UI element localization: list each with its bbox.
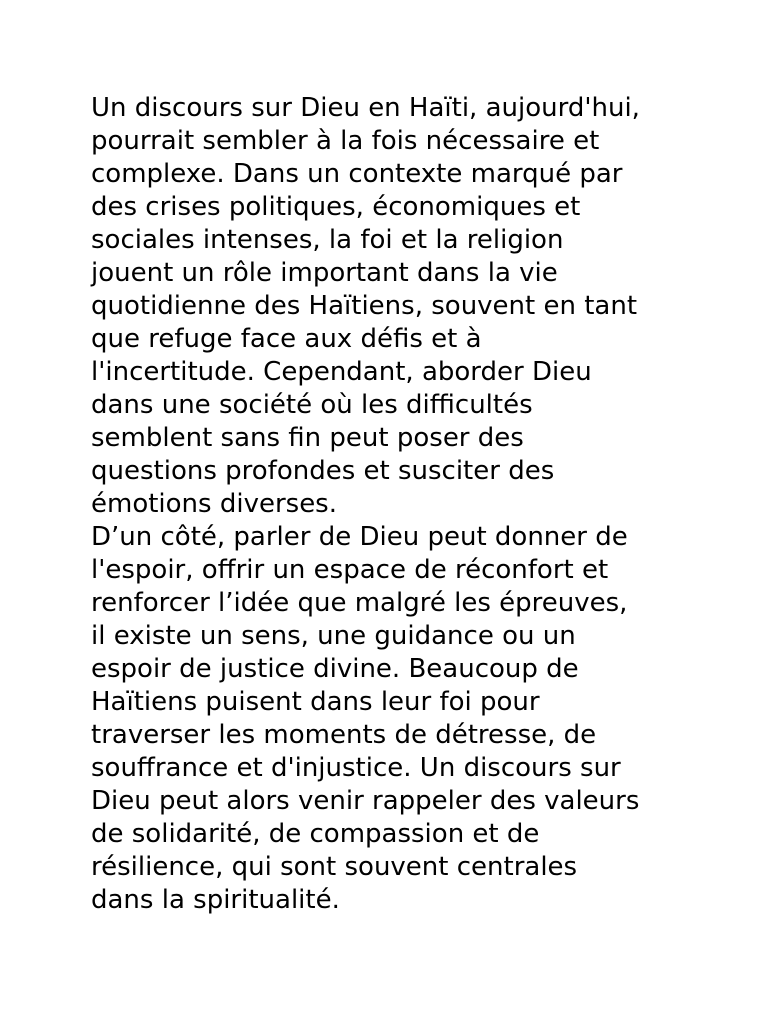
text-line: D’un côté, parler de Dieu peut donner de [91,522,628,552]
text-line: des crises politiques, économiques et [91,192,581,222]
text-line: de solidarité, de compassion et de [91,819,540,849]
document-body [91,92,691,917]
text-line: dans la spiritualité. [91,885,340,915]
text-line: questions profondes et susciter des [91,456,555,486]
text-line: pourrait sembler à la fois nécessaire et [91,126,600,156]
text-line: émotions diverses. [91,489,337,519]
text-line: renforcer l’idée que malgré les épreuves, [91,588,628,618]
text-line: résilience, qui sont souvent centrales [91,852,578,882]
text-line: que refuge face aux défis et à [91,324,482,354]
text-line: sociales intenses, la foi et la religion [91,225,564,255]
text-line: complexe. Dans un contexte marqué par [91,159,623,189]
text-line: Dieu peut alors venir rappeler des valeurs [91,786,640,816]
text-line: espoir de justice divine. Beaucoup de [91,654,579,684]
paragraph-1 [91,92,691,521]
text-line: dans une société où les difficultés [91,390,533,420]
text-line: l'espoir, offrir un espace de réconfort et [91,555,609,585]
text-line: Un discours sur Dieu en Haïti, aujourd'hui, [91,93,640,123]
text-line: semblent sans fin peut poser des [91,423,524,453]
text-line: jouent un rôle important dans la vie [91,258,558,288]
paragraph-2 [91,521,691,917]
text-line: l'incertitude. Cependant, aborder Dieu [91,357,592,387]
text-line: traverser les moments de détresse, de [91,720,597,750]
text-line: quotidienne des Haïtiens, souvent en tant [91,291,638,321]
text-line: Haïtiens puisent dans leur foi pour [91,687,540,717]
text-line: souffrance et d'injustice. Un discours sur [91,753,621,783]
text-line: il existe un sens, une guidance ou un [91,621,576,651]
